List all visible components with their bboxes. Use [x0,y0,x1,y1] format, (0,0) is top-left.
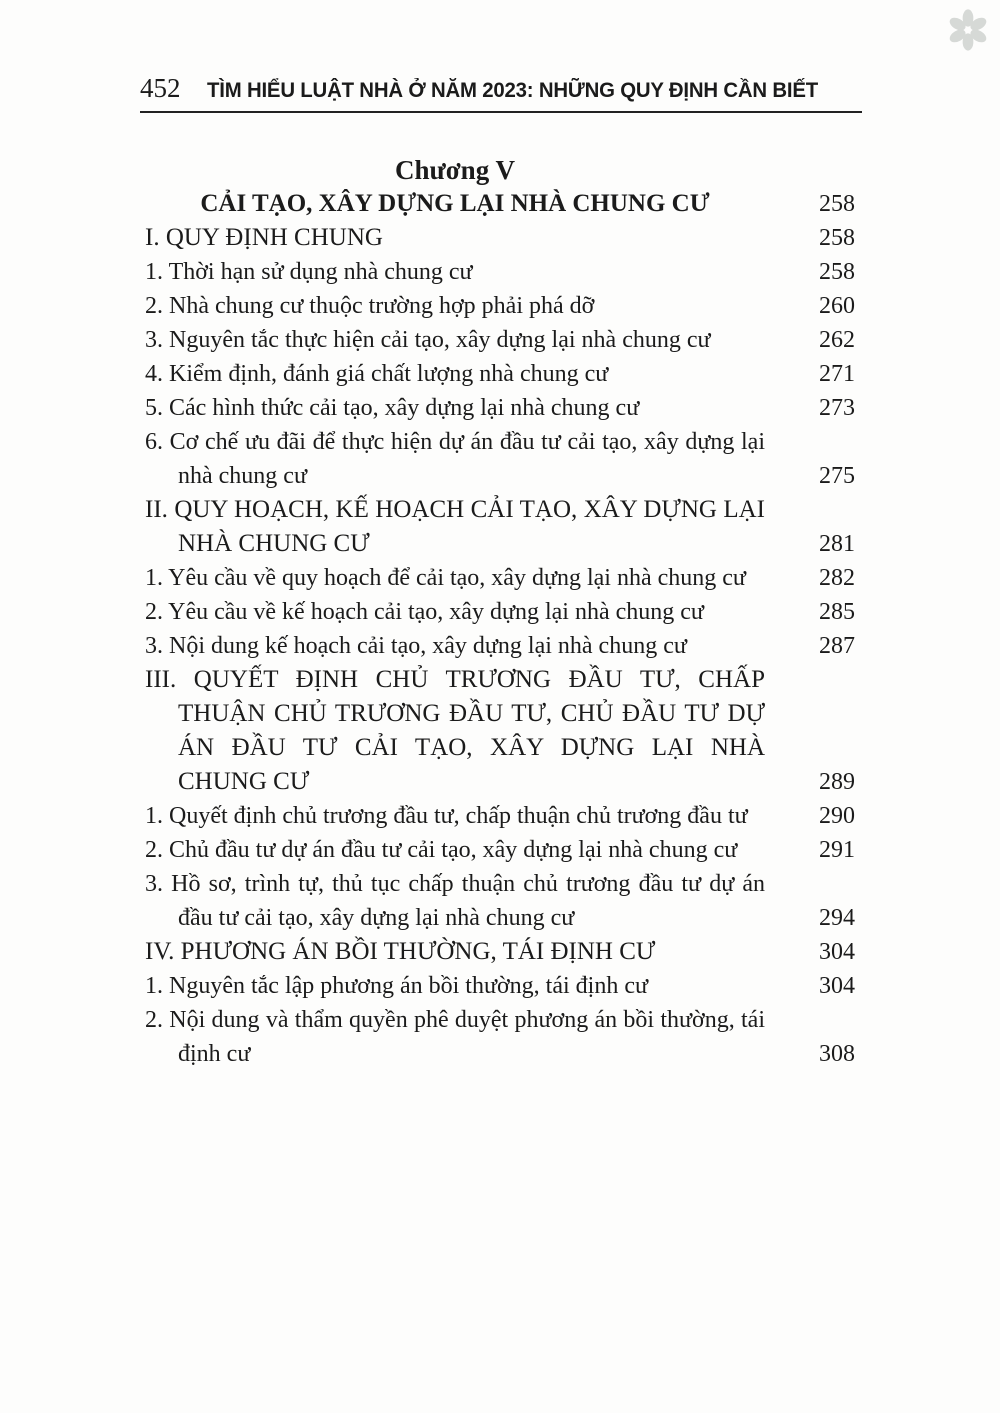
toc-entry-text: 1. Yêu cầu về quy hoạch để cải tạo, xây dựng lại nhà chung cư [145,565,746,591]
toc-entry-text: II. QUY HOẠCH, KẾ HOẠCH CẢI TẠO, XÂY DỰNG LẠI NHÀ CHUNG CƯ [145,496,765,557]
toc-entry-text: 2. Nhà chung cư thuộc trường hợp phải phá dỡ [145,293,595,319]
toc-entry-page-number: 258 [819,259,855,285]
toc-entry-page-number: 258 [819,225,855,251]
toc-entry-page-number: 271 [819,361,855,387]
toc-entry-page-number: 291 [819,837,855,863]
toc-entry-text: 3. Nguyên tắc thực hiện cải tạo, xây dựng lại nhà chung cư [145,327,711,353]
toc-entry-page-number: 290 [819,803,855,829]
toc-entry-text: 2. Chủ đầu tư dự án đầu tư cải tạo, xây dựng lại nhà chung cư [145,837,738,863]
toc-entry-text: 3. Nội dung kế hoạch cải tạo, xây dựng lại nhà chung cư [145,633,687,659]
toc-entry [145,221,855,255]
toc-entry-page-number: 262 [819,327,855,353]
toc-entry-page-number: 273 [819,395,855,421]
toc-entry [145,255,855,289]
toc-entry [145,799,855,833]
toc-entry-page-number: 282 [819,565,855,591]
toc-entry-text: 5. Các hình thức cải tạo, xây dựng lại nhà chung cư [145,395,640,421]
toc-entry-text: I. QUY ĐỊNH CHUNG [145,224,383,251]
toc-entry [145,561,855,595]
flower-watermark-icon [946,8,990,52]
toc-entries [145,221,855,1071]
toc-entry [145,867,855,935]
toc-entry [145,663,855,799]
toc-entry-text: 2. Nội dung và thẩm quyền phê duyệt phương án bồi thường, tái định cư [145,1007,765,1067]
toc-entry [145,935,855,969]
toc-entry-text: 4. Kiểm định, đánh giá chất lượng nhà chung cư [145,361,609,387]
toc-entry-text: 1. Nguyên tắc lập phương án bồi thường, tái định cư [145,973,648,999]
toc-entry [145,357,855,391]
toc-entry-page-number: 287 [819,633,855,659]
toc-entry-page-number: 308 [819,1041,855,1067]
header-page-number: 452 [140,73,181,103]
toc-entry [145,629,855,663]
toc-entry [145,425,855,493]
toc-entry [145,391,855,425]
toc-entry-page-number: 289 [819,769,855,795]
toc-entry-page-number: 281 [819,531,855,557]
toc-entry-text: 6. Cơ chế ưu đãi để thực hiện dự án đầu tư cải tạo, xây dựng lại nhà chung cư [145,429,765,489]
page-header [140,74,862,113]
toc-entry-page-number: 275 [819,463,855,489]
toc-entry-text: 2. Yêu cầu về kế hoạch cải tạo, xây dựng lại nhà chung cư [145,599,704,625]
toc-entry-page-number: 260 [819,293,855,319]
chapter-label-row [145,153,855,187]
chapter-title-row [145,187,855,221]
toc-entry-text: IV. PHƯƠNG ÁN BỒI THƯỜNG, TÁI ĐỊNH CƯ [145,938,656,965]
toc-entry [145,493,855,561]
toc-entry-text: 1. Thời hạn sử dụng nhà chung cư [145,259,473,285]
toc-entry-page-number: 304 [819,939,855,965]
chapter-label: Chương V [395,155,515,185]
toc-entry [145,595,855,629]
toc-entry-page-number: 304 [819,973,855,999]
toc-entry [145,1003,855,1071]
chapter-title: CẢI TẠO, XÂY DỰNG LẠI NHÀ CHUNG CƯ [200,190,710,217]
table-of-contents [145,153,855,1071]
header-title: TÌM HIỂU LUẬT NHÀ Ở NĂM 2023: NHỮNG QUY ĐỊNH CẦN BIẾT [206,79,818,102]
toc-entry [145,289,855,323]
toc-entry [145,969,855,1003]
chapter-title-page-number: 258 [819,191,855,217]
toc-entry [145,323,855,357]
toc-entry-page-number: 285 [819,599,855,625]
toc-entry-text: 1. Quyết định chủ trương đầu tư, chấp thuận chủ trương đầu tư [145,803,748,829]
toc-entry [145,833,855,867]
toc-entry-text: 3. Hồ sơ, trình tự, thủ tục chấp thuận chủ trương đầu tư dự án đầu tư cải tạo, xây dựng lại nhà chung cư [145,871,765,931]
toc-entry-page-number: 294 [819,905,855,931]
toc-entry-text: III. QUYẾT ĐỊNH CHỦ TRƯƠNG ĐẦU TƯ, CHẤP THUẬN CHỦ TRƯƠNG ĐẦU TƯ, CHỦ ĐẦU TƯ DỰ ÁN ĐẦU TƯ CẢI TẠO, XÂY DỰNG LẠI NHÀ CHUNG CƯ [145,666,765,795]
